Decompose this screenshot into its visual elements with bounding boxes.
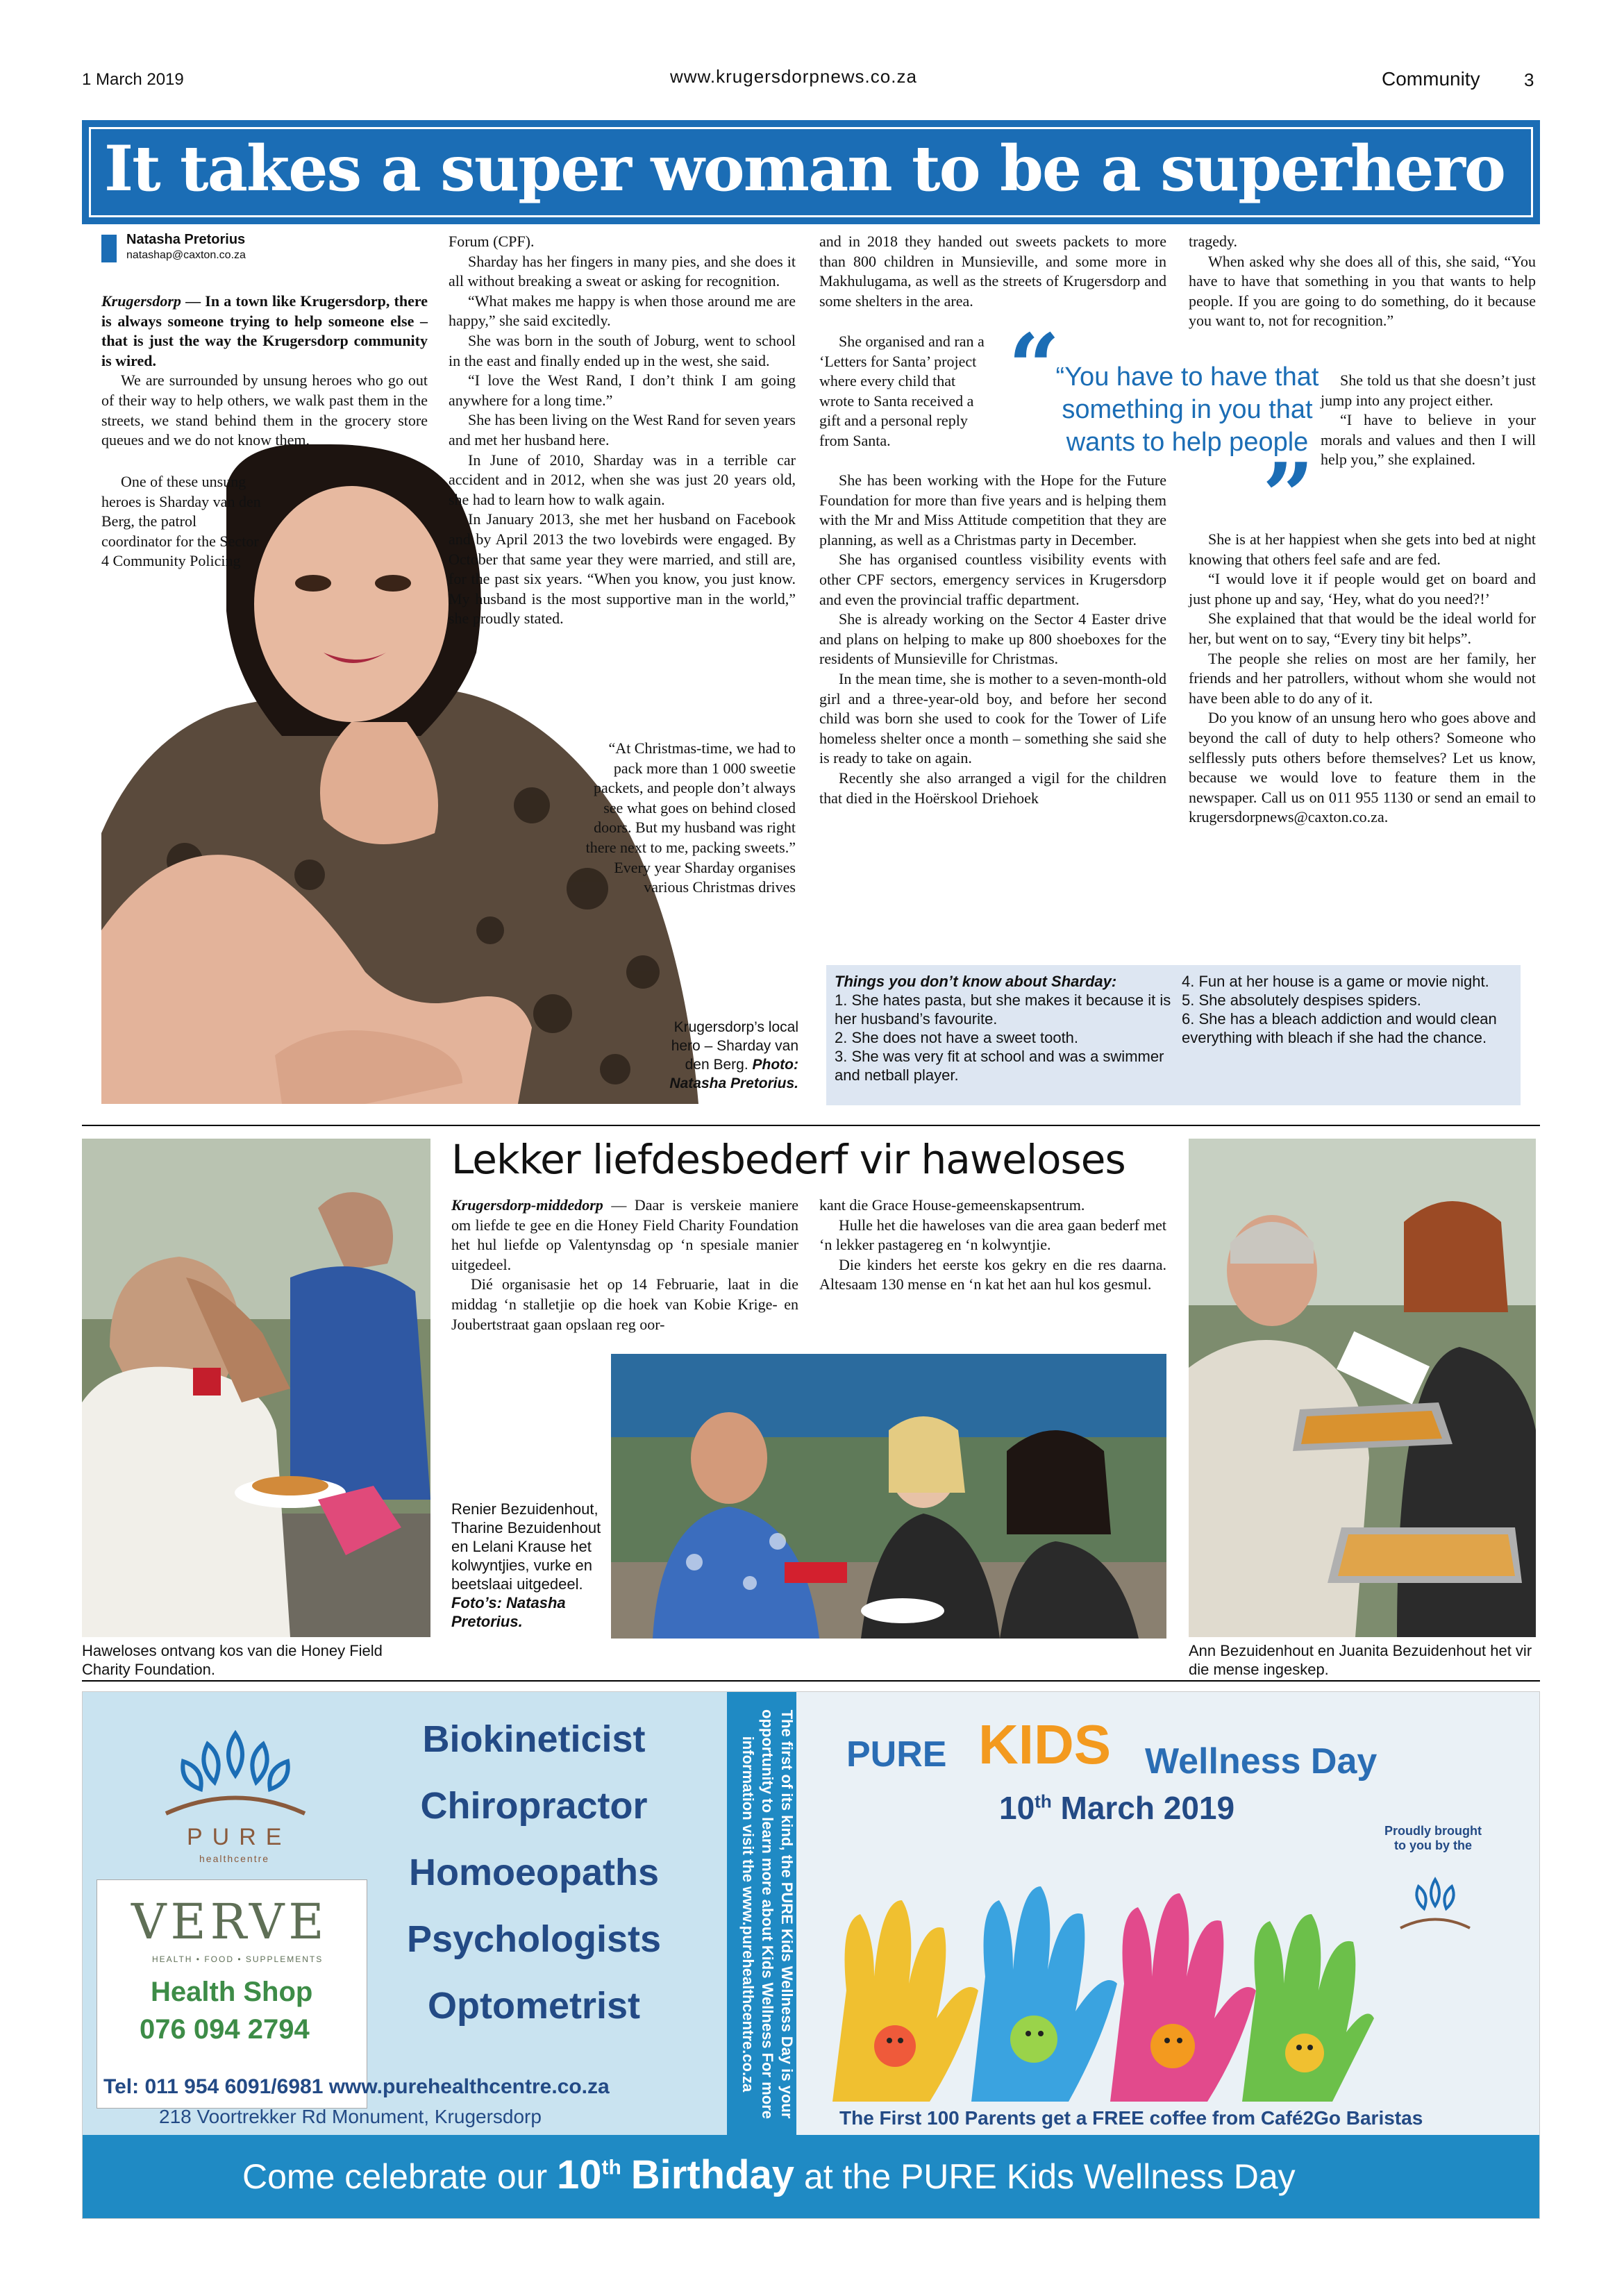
article-column-1-wrap: [101, 472, 268, 571]
main-headline: It takes a super woman to be a superhero: [104, 132, 1505, 206]
service-item: Homoeopaths: [408, 1852, 660, 1893]
section-divider: [82, 1125, 1540, 1126]
article-paragraph: “I love the West Rand, I don’t think I am going anywhere for a long time.”: [449, 371, 796, 409]
second-column-1: [451, 1196, 798, 1334]
fact-item: 6. She has a bleach addiction and would clean everything with bleach if she had the chance.: [1182, 1010, 1497, 1046]
lead-rest: — Daar is verskeie maniere om liefde te gee en die Honey Field Charity Foundation het hul liefde op Valentynsdag op ‘n spesiale manier uitgedeel.: [451, 1196, 798, 1273]
article-column-1: [101, 292, 428, 451]
event-date-sup: th: [1035, 1791, 1052, 1812]
article-paragraph: One of these unsung heroes is Sharday van den Berg, the patrol coordinator for the Sector 4 Community Policing: [101, 473, 261, 570]
article-paragraph: She is at her happiest when she gets into bed at night knowing that others feel safe and are fed.: [1189, 530, 1536, 568]
event-kids: KIDS: [978, 1713, 1112, 1775]
article-paragraph: tragedy.: [1189, 233, 1238, 250]
second-headline: Lekker liefdesbederf vir haweloses: [451, 1136, 1125, 1183]
verve-name: VERVE: [131, 1893, 328, 1950]
caption-credit: Foto’s: Natasha Pretorius.: [451, 1594, 566, 1630]
dateline: Krugersdorp-middedorp: [451, 1196, 603, 1214]
photo-caption: [646, 1018, 798, 1093]
article-column-4: [1189, 530, 1536, 828]
article-paragraph: She has been living on the West Rand for seven years and met her husband here.: [449, 411, 796, 449]
article-paragraph: She explained that that would be the ideal world for her, but went on to say, “Every tiny bit helps”.: [1189, 610, 1536, 647]
article-paragraph: She was born in the south of Joburg, went to school in the east and finally ended up in the west, she said.: [449, 331, 796, 369]
article-paragraph: Every year Sharday organises various Christmas drives: [614, 858, 796, 896]
article-column-2: [449, 232, 796, 629]
quote-open-icon: “: [1008, 314, 1060, 420]
article-paragraph: In June of 2010, Sharday was in a terrible car accident and in 2012, when she was just 20 years old, she had to learn how to walk again.: [449, 451, 796, 508]
article-paragraph: “At Christmas-time, we had to pack more than 1 000 sweetie packets, and people don’t always see what goes on behind closed doors. But my husband was right there next to me, packing sweets.”: [585, 739, 796, 856]
facts-left: [835, 972, 1175, 1084]
article-column-3-top: [819, 232, 1166, 311]
byline-name: Natasha Pretorius: [126, 232, 246, 247]
article-paragraph: In January 2013, she met her husband on Facebook and by April 2013 the two lovebirds were engaged. By October that same year they were married, and still are, for the past six years. “When you know, you just know. My husband is the most supportive man in the world,” she proudly stated.: [449, 510, 796, 628]
article-paragraph: The people she relies on most are her family, her friends and her patrollers, without whom she would not have been able to do any of it.: [1189, 649, 1536, 707]
banner-num-value: 10: [557, 2152, 602, 2197]
article-paragraph: “I would love it if people would get on board and just phone up and say, ‘Hey, what do you need?!’: [1189, 570, 1536, 607]
services-list: [374, 1706, 694, 2039]
advert[interactable]: [82, 1691, 1540, 2219]
banner-post: at the PURE Kids Wellness Day: [803, 2157, 1296, 2196]
site-url[interactable]: www.krugersdorpnews.co.za: [670, 66, 917, 87]
article-column-3-wrap: [819, 332, 993, 451]
banner-sup: th: [601, 2156, 621, 2179]
event-date-num: 10: [999, 1790, 1035, 1826]
second-article-paragraph: Hulle het die haweloses van die area gaan bederf met ‘n lekker pastagereg en ‘n kolwyntjie.: [819, 1216, 1166, 1254]
lotus-icon: [159, 1720, 312, 1824]
painted-hands-illustration: [805, 1838, 1374, 2102]
pure-logo-icon: [159, 1720, 312, 1827]
second-article-paragraph: Die kinders het eerste kos gekry en die res daarna. Altesaam 130 mense en ‘n kat het aan hul kos gesmul.: [819, 1255, 1166, 1293]
people-receiving-food-illustration: [82, 1139, 430, 1637]
pure-logo-subtext: healthcentre: [199, 1853, 270, 1864]
tel-line[interactable]: Tel: 011 954 6091/6981 www.purehealthcentre.co.za: [103, 2075, 610, 2098]
article-column-4-wrap: [1321, 371, 1536, 470]
article-paragraph: In the mean time, she is mother to a seven-month-old girl and a three-year-old boy, and before her second child was born she used to cook for the Tower of Life homeless shelter once a month – something she said she is ready to take on again.: [819, 669, 1166, 767]
banner-num: [557, 2152, 621, 2197]
second-article-paragraph: kant die Grace House-gemeenskapsentrum.: [819, 1196, 1085, 1214]
volunteers-photo: [611, 1354, 1166, 1639]
article-paragraph: She has organised countless visibility events with other CPF sectors, emergency services in Krugersdorp and even the provincial traffic department.: [819, 551, 1166, 608]
pure-mini-logo: [1393, 1872, 1477, 1938]
article-paragraph: She organised and ran a ‘Letters for Santa’ project where every child that wrote to Santa received a gift and a personal reply from Santa.: [819, 333, 985, 449]
pure-logo-text: PURE: [187, 1824, 292, 1850]
banner-text: [242, 2152, 1296, 2198]
brought-by: Proudly brought to you by the: [1384, 1824, 1482, 1852]
coffee-offer: The First 100 Parents get a FREE coffee from Café2Go Baristas: [839, 2107, 1423, 2129]
left-photo-caption: Haweloses ontvang kos van die Honey Field Charity Foundation.: [82, 1642, 383, 1678]
service-item: Chiropractor: [420, 1785, 648, 1827]
caption-text: Renier Bezuidenhout, Tharine Bezuidenhout en Lelani Krause het kolwyntjies, vurke en beetslaai uitgedeel.: [451, 1500, 601, 1593]
article-paragraph: “What makes me happy is when those around me are happy,” she said excitedly.: [449, 292, 796, 330]
women-serving-pasta-illustration: [1189, 1139, 1536, 1637]
banner-pre: Come celebrate our: [242, 2157, 548, 2196]
article-paragraph: She told us that she doesn’t just jump into any project either.: [1321, 371, 1536, 409]
facts-box: [826, 965, 1521, 1105]
painted-hands: [805, 1838, 1374, 2105]
facts-right: [1182, 972, 1515, 1047]
article-column-4-top: [1189, 232, 1536, 331]
article-paragraph: Forum (CPF).: [449, 233, 535, 250]
fact-item: 3. She was very fit at school and was a swimmer and netball player.: [835, 1048, 1164, 1084]
page-number: 3: [1524, 69, 1534, 90]
article-paragraph: Sharday has her fingers in many pies, and she does it all without breaking a sweat or asking for recognition.: [449, 252, 796, 290]
volunteers-serving-illustration: [611, 1354, 1166, 1639]
middle-photo-caption: [451, 1500, 604, 1631]
caption-credit: Photo: Natasha Pretorius.: [669, 1057, 798, 1091]
facts-title: Things you don’t know about Sharday:: [835, 973, 1117, 990]
homeless-food-photo: [82, 1139, 430, 1637]
event-date: [999, 1789, 1234, 1827]
lotus-icon: [1393, 1872, 1477, 1935]
ad-divider: [82, 1680, 1540, 1682]
article-paragraph: We are surrounded by unsung heroes who go out of their way to help others, we walk past them in the streets, we stand behind them in the grocery store queues and we do not know them.: [101, 371, 428, 449]
service-item: Optometrist: [427, 1985, 641, 2027]
article-paragraph: Do you know of an unsung hero who goes above and beyond the call of duty to help others? Someone who selflessly puts others before themselves? Let us know, because we would love to feature them in the newspaper. Call us on 011 955 1130 or send an email to krugersdorpnews@caxton.co.za.: [1189, 709, 1536, 826]
byline-email[interactable]: natashap@caxton.co.za: [126, 249, 246, 261]
article-lead-paragraph: Krugersdorp — In a town like Krugersdorp, there is always someone trying to help someone else – that is just the way the Krugersdorp community is wired.: [101, 292, 428, 369]
article-paragraph: When asked why she does all of this, she said, “You have to have that something in you that wants to help people. If you are going to do something, do it because you want to, not for recognition.”: [1189, 252, 1536, 330]
service-item: Biokineticist: [422, 1718, 646, 1760]
fact-item: 1. She hates pasta, but she makes it because it is her husband’s favourite.: [835, 991, 1171, 1028]
article-column-2-wrap: [574, 739, 796, 898]
second-column-2: [819, 1196, 1166, 1295]
article-paragraph: and in 2018 they handed out sweets packets to more than 800 children in Munsieville, and some more in Makhulugama, as well as the streets of Krugersdorp and some shelters in the area.: [819, 233, 1166, 310]
event-wellness: Wellness Day: [1145, 1741, 1378, 1782]
service-item: Psychologists: [406, 1918, 662, 1960]
article-paragraph: Recently she also arranged a vigil for the children that died in the Hoërskool Driehoek: [819, 769, 1166, 807]
article-paragraph: “I have to believe in your morals and values and then I will help you,” she explained.: [1321, 411, 1536, 469]
vertical-text: The first of its kind, the PURE Kids Wellness Day is your opportunity to learn more about Kids Wellness For more information visit the www.purehealthcentre.co.za: [739, 1709, 796, 2119]
page-date: 1 March 2019: [82, 70, 184, 89]
fact-item: 2. She does not have a sweet tooth.: [835, 1029, 1079, 1046]
banner-mid: Birthday: [630, 2152, 795, 2197]
address-line: 218 Voortrekker Rd Monument, Krugersdorp: [159, 2106, 542, 2127]
fact-item: 4. Fun at her house is a game or movie night.: [1182, 973, 1489, 990]
article-column-3: [819, 471, 1166, 808]
section-name: Community: [1382, 68, 1480, 90]
verve-shop: Health Shop: [151, 1977, 313, 2007]
dateline: Krugersdorp: [101, 292, 181, 310]
serving-pasta-photo: [1189, 1139, 1536, 1637]
fact-item: 5. She absolutely despises spiders.: [1182, 991, 1421, 1009]
article-paragraph: She is already working on the Sector 4 Easter drive and plans on helping to make up 800 shoeboxes for the residents of Munsieville for Christmas.: [819, 610, 1166, 668]
caption-text: Krugersdorp’s local hero – Sharday van den Berg.: [671, 1019, 798, 1073]
event-date-rest: March 2019: [1060, 1790, 1235, 1826]
second-article-paragraph: Dié organisasie het op 14 Februarie, laat in die middag ‘n stalletjie op die hoek van Kobie Krige- en Joubertstraat gaan opslaan reg oor-: [451, 1275, 798, 1333]
quote-close-icon: ”: [1262, 443, 1314, 549]
verve-tagline: HEALTH • FOOD • SUPPLEMENTS: [152, 1954, 324, 1964]
second-article-paragraph: [451, 1196, 798, 1275]
event-pure: PURE: [846, 1734, 947, 1775]
pull-quote: “You have to have that something in you that wants to help people: [1055, 362, 1319, 457]
article-paragraph: She has been working with the Hope for the Future Foundation for more than five years and is helping them with the Mr and Miss Attitude competition that they are planning, as well as a Christmas party in December.: [819, 471, 1166, 548]
byline-marker: [101, 235, 117, 262]
right-photo-caption: Ann Bezuidenhout en Juanita Bezuidenhout het vir die mense ingeskep.: [1189, 1642, 1532, 1678]
verve-phone[interactable]: 076 094 2794: [140, 2014, 310, 2045]
